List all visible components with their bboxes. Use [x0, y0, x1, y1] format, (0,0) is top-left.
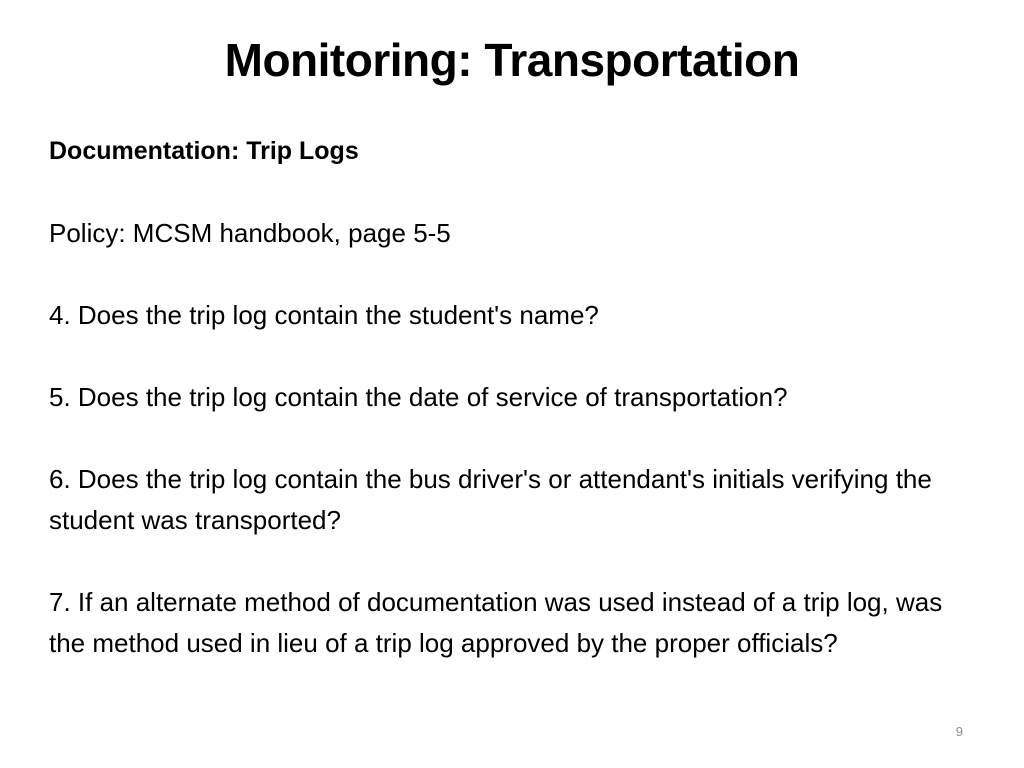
question-item: 7. If an alternate method of documentation was used instead of a trip log, was the method used in lieu of a trip log approved by the proper officials? [49, 587, 943, 658]
slide-title: Monitoring: Transportation [224, 34, 800, 86]
spacer [49, 418, 979, 459]
section-subtitle: Documentation: Trip Logs [49, 137, 359, 165]
question-item: 6. Does the trip log contain the bus driver's or attendant's initials verifying the student was transported? [49, 464, 932, 535]
page-number: 9 [955, 724, 963, 739]
spacer [49, 541, 979, 582]
spacer [49, 254, 979, 295]
slide-body [49, 131, 979, 664]
spacer [49, 336, 979, 377]
question-item: 5. Does the trip log contain the date of service of transportation? [49, 382, 788, 412]
spacer [49, 172, 979, 213]
question-item: 4. Does the trip log contain the student's name? [49, 300, 599, 330]
policy-reference: Policy: MCSM handbook, page 5-5 [49, 218, 451, 248]
